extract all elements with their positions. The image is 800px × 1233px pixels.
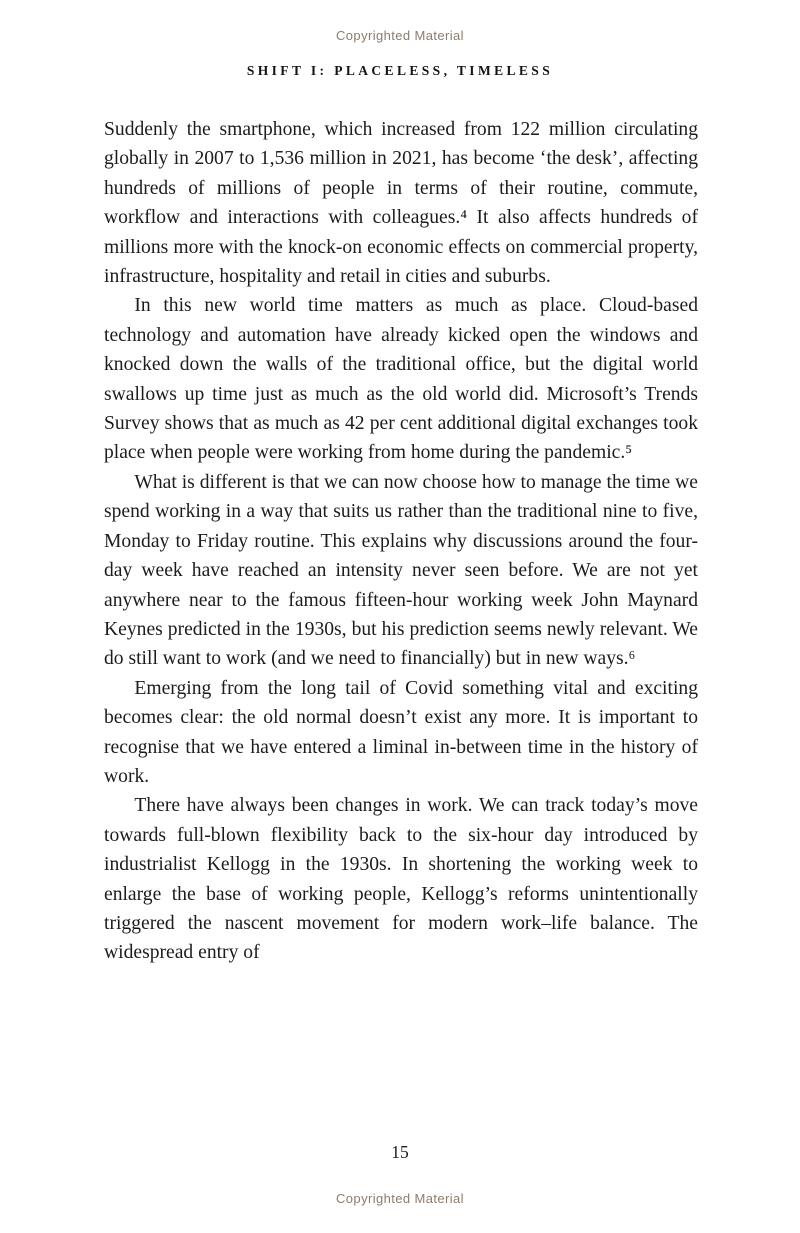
copyright-notice-bottom: Copyrighted Material <box>336 1191 464 1206</box>
running-head: SHIFT I: PLACELESS, TIMELESS <box>246 63 554 78</box>
paragraph: There have always been changes in work. We can track today’s move towards full-blown flexibility back to the six-hour day introduced by industrialist Kellogg in the 1930s. In shortening the working week to enlarge the base of working people, Kellogg’s reforms unintentionally triggered the nascent movement for modern work–life balance. The widespread entry of <box>104 795 698 964</box>
copyright-notice-top: Copyrighted Material <box>336 28 464 43</box>
paragraph: Suddenly the smartphone, which increased from 122 million circulating globally in 2007 to 1,536 million in 2021, has become ‘the desk’, affecting hundreds of millions of people in terms of their routine, commute, workflow and interactions with colleagues.⁴ It also affects hundreds of millions more with the knock-on economic effects on commercial property, infrastructure, hospitality and retail in cities and suburbs. <box>104 119 698 288</box>
body-text <box>104 115 698 968</box>
paragraph: What is different is that we can now choose how to manage the time we spend working in a way that suits us rather than the traditional nine to five, Monday to Friday routine. This explains why discussions around the four-day week have reached an intensity never seen before. We are not yet anywhere near to the famous fifteen-hour working week John Maynard Keynes predicted in the 1930s, but his prediction seems newly relevant. We do still want to work (and we need to financially) but in new ways.⁶ <box>104 471 698 670</box>
paragraph: Emerging from the long tail of Covid something vital and exciting becomes clear: the old normal doesn’t exist any more. It is important to recognise that we have entered a liminal in-between time in the history of work. <box>104 677 698 787</box>
page-number: 15 <box>391 1142 409 1162</box>
paragraph: In this new world time matters as much as place. Cloud-based technology and automation have already kicked open the windows and knocked down the walls of the traditional office, but the digital world swallows up time just as much as the old world did. Microsoft’s Trends Survey shows that as much as 42 per cent additional digital exchanges took place when people were working from home during the pandemic.⁵ <box>104 295 698 464</box>
